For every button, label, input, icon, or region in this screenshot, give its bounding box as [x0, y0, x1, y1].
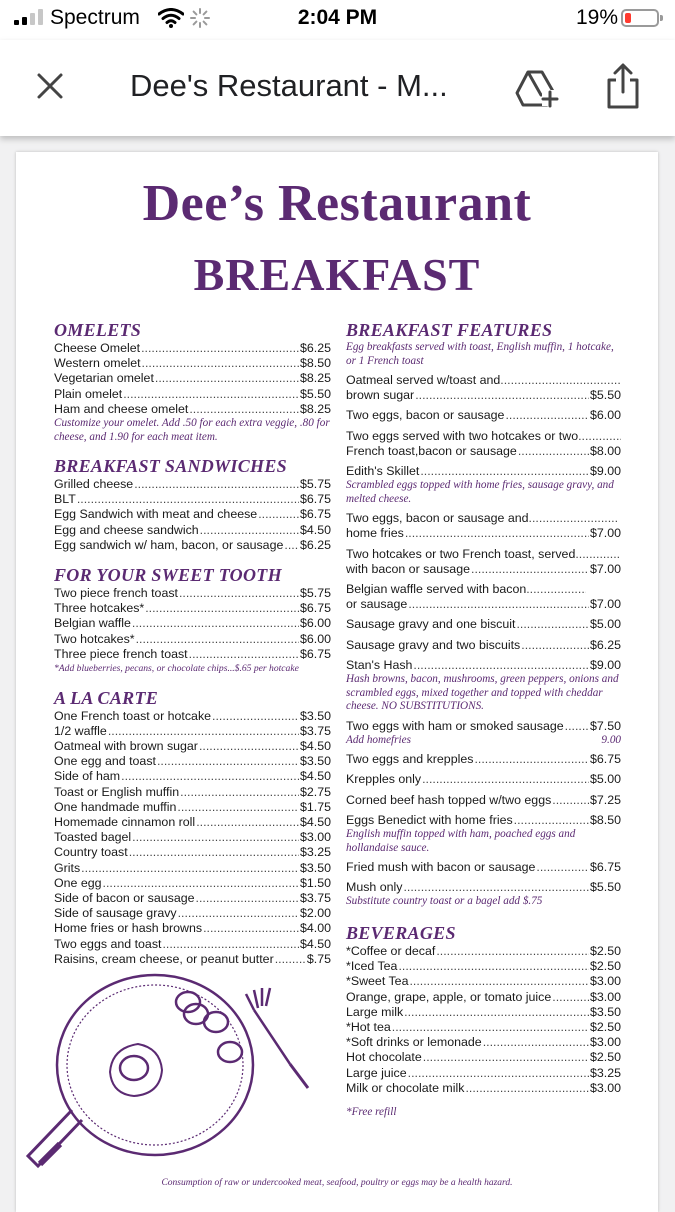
menu-item: Sausage gravy and two biscuits ..... $6.25: [346, 638, 621, 653]
beverages-list: [346, 944, 621, 1096]
item-name: Plain omelet: [54, 386, 123, 401]
item-price: $8.25: [299, 371, 331, 386]
menu-item: Fried mush with bacon or sausage ..... $6.75: [346, 860, 621, 875]
item-name: Western omelet: [54, 356, 141, 371]
battery-percent: 19%: [576, 6, 619, 29]
menu-item: [54, 906, 331, 921]
menu-item: [54, 861, 331, 876]
item-name: Grits: [54, 860, 81, 875]
item-price: $2.75: [299, 784, 331, 799]
menu-item: [54, 586, 331, 601]
item-name: Milk or chocolate milk: [346, 1080, 465, 1095]
menu-item: [54, 876, 331, 891]
item-price: $2.00: [299, 906, 331, 921]
item-name: Hot chocolate: [346, 1050, 422, 1065]
item-name: Orange, grape, apple, or tomato juice: [346, 989, 552, 1004]
menu-item: [54, 341, 331, 356]
item-price: $4.50: [299, 738, 331, 753]
item-name: *Sweet Tea: [346, 974, 409, 989]
menu-item: Two hotcakes or two French toast, served ..... with bacon or sausage ..... $7.00: [346, 547, 621, 577]
menu-item: [54, 523, 331, 538]
item-price: $3.50: [299, 708, 331, 723]
menu-title: BREAKFAST: [193, 249, 481, 300]
menu-item: Corned beef hash topped w/two eggs ..... $7.25: [346, 793, 621, 808]
item-price: $6.00: [299, 616, 331, 631]
item-price: $3.50: [299, 754, 331, 769]
item-name: Two eggs and toast: [54, 936, 162, 951]
item-price: $3.00: [589, 974, 621, 989]
item-price: $8.25: [299, 401, 331, 416]
menu-item: [346, 1005, 621, 1020]
item-name: Raisins, cream cheese, or peanut butter: [54, 951, 274, 966]
item-name: Three hotcakes*: [54, 601, 145, 616]
item-name: Vegetarian omelet: [54, 371, 154, 386]
omelets-list: [54, 341, 331, 417]
item-price: $3.00: [299, 830, 331, 845]
item-price: $4.50: [299, 769, 331, 784]
skillet-illustration: [20, 970, 330, 1180]
item-price: $6.25: [299, 537, 331, 552]
item-price: $6.75: [299, 492, 331, 507]
menu-item: [54, 356, 331, 371]
menu-item: [54, 845, 331, 860]
menu-item: [54, 754, 331, 769]
menu-item: [346, 1050, 621, 1065]
item-price: $2.50: [589, 943, 621, 958]
item-price: $2.50: [589, 1050, 621, 1065]
menu-item: [54, 371, 331, 386]
item-name: Two hotcakes*: [54, 631, 135, 646]
menu-item: [54, 800, 331, 815]
item-price: $3.25: [589, 1065, 621, 1080]
section-heading-sandwiches: BREAKFAST SANDWICHES: [54, 456, 287, 477]
item-note: Scrambled eggs topped with home fries, sausage gravy, and melted cheese.: [346, 479, 614, 505]
item-price: $6.75: [299, 601, 331, 616]
menu-item: [54, 601, 331, 616]
menu-item: [54, 632, 331, 647]
add-to-drive-icon[interactable]: [514, 66, 560, 108]
section-heading-sweet-tooth: FOR YOUR SWEET TOOTH: [54, 565, 282, 586]
item-name: Side of sausage gravy: [54, 906, 177, 921]
menu-item: Two eggs with ham or smoked sausage ..... $7.50: [346, 719, 621, 734]
item-name: Grilled cheese: [54, 477, 134, 492]
menu-item: Eggs Benedict with home fries ..... $8.50: [346, 813, 621, 828]
item-price: $3.50: [299, 860, 331, 875]
menu-item: Krepples only ..... $5.00: [346, 772, 621, 787]
item-name: Two piece french toast: [54, 586, 178, 601]
features-intro: Egg breakfasts served with toast, English muffin, 1 hotcake, or 1 French toast: [346, 341, 614, 367]
menu-item: [54, 616, 331, 631]
item-name: Country toast: [54, 845, 128, 860]
item-name: One egg: [54, 875, 102, 890]
menu-item: Belgian waffle served with bacon ..... or sausage ..... $7.00: [346, 582, 621, 612]
menu-item: [54, 538, 331, 553]
item-price: $4.00: [299, 921, 331, 936]
menu-item: [54, 891, 331, 906]
item-price: $4.50: [299, 936, 331, 951]
menu-item: [346, 974, 621, 989]
item-price: $3.50: [589, 1004, 621, 1019]
item-price: $3.25: [299, 845, 331, 860]
item-price: $.75: [306, 951, 331, 966]
menu-item: [54, 739, 331, 754]
item-price: $6.75: [299, 646, 331, 661]
item-price: $3.00: [589, 989, 621, 1004]
item-name: Belgian waffle: [54, 616, 131, 631]
menu-item: [346, 1035, 621, 1050]
item-note: Substitute country toast or a bagel add $.75: [346, 895, 543, 908]
menu-item: [54, 769, 331, 784]
status-bar: [0, 0, 675, 40]
menu-left-column: [54, 320, 331, 967]
menu-item: [54, 815, 331, 830]
menu-item: [54, 387, 331, 402]
item-name: Egg and cheese sandwich: [54, 522, 199, 537]
item-price: $5.75: [299, 586, 331, 601]
item-name: Homemade cinnamon roll: [54, 814, 196, 829]
menu-item: [346, 990, 621, 1005]
battery-icon: [621, 9, 659, 27]
menu-item: [54, 921, 331, 936]
omelets-note: Customize your omelet. Add .50 for each extra veggie, .80 for cheese, and 1.90 for each meat item.: [54, 417, 330, 443]
sandwiches-list: [54, 477, 331, 553]
item-name: *Soft drinks or lemonade: [346, 1035, 482, 1050]
menu-item: [346, 959, 621, 974]
item-price: $1.50: [299, 875, 331, 890]
item-name: One French toast or hotcake: [54, 708, 212, 723]
item-name: Cheese Omelet: [54, 341, 141, 355]
item-name: Large juice: [346, 1065, 407, 1080]
clock: 2:04 PM: [297, 6, 378, 29]
viewer-toolbar: [0, 40, 675, 136]
item-price: $2.50: [589, 1019, 621, 1034]
item-name: *Iced Tea: [346, 959, 398, 974]
menu-item: [54, 492, 331, 507]
item-name: Toasted bagel: [54, 830, 132, 845]
item-price: $3.75: [299, 723, 331, 738]
item-price: $6.00: [299, 631, 331, 646]
item-price: $4.50: [299, 814, 331, 829]
item-note: English muffin topped with ham, poached eggs and hollandaise sauce.: [346, 828, 576, 854]
menu-item: [346, 1020, 621, 1035]
menu-item: [54, 709, 331, 724]
item-price: $3.00: [589, 1080, 621, 1095]
item-price: $5.50: [299, 386, 331, 401]
share-icon[interactable]: [603, 62, 643, 110]
health-warning: Consumption of raw or undercooked meat, seafood, poultry or eggs may be a health hazard.: [161, 1178, 513, 1188]
section-heading-a-la-carte: A LA CARTE: [54, 687, 159, 708]
item-price: $6.25: [299, 341, 331, 355]
item-note: Add homefries 9.00: [346, 733, 621, 746]
item-name: One egg and toast: [54, 754, 156, 769]
item-price: $8.50: [299, 356, 331, 371]
item-name: *Coffee or decaf: [346, 943, 436, 958]
sweet-tooth-note: *Add blueberries, pecans, or chocolate chips...$.65 per hotcake: [54, 663, 299, 675]
menu-item: [346, 1081, 621, 1096]
menu-item: [54, 785, 331, 800]
section-heading-beverages: BEVERAGES: [346, 922, 456, 943]
menu-item: Two eggs and krepples ..... $6.75: [346, 752, 621, 767]
menu-item: Edith's Skillet ..... $9.00: [346, 464, 621, 479]
item-name: Oatmeal with brown sugar: [54, 738, 198, 753]
menu-item: [54, 952, 331, 967]
item-name: Side of ham: [54, 769, 121, 784]
item-name: Toast or English muffin: [54, 784, 180, 799]
item-price: $1.75: [299, 799, 331, 814]
item-name: *Hot tea: [346, 1019, 391, 1034]
menu-item: [54, 402, 331, 417]
item-name: Egg Sandwich with meat and cheese: [54, 507, 258, 522]
a-la-carte-list: [54, 709, 331, 967]
item-name: Side of bacon or sausage: [54, 890, 195, 905]
item-price: $2.50: [589, 959, 621, 974]
menu-item: Two eggs, bacon or sausage and ..... home fries ..... $7.00: [346, 511, 621, 541]
item-price: $3.00: [589, 1035, 621, 1050]
menu-item: [54, 647, 331, 662]
menu-item: [346, 1066, 621, 1081]
sweet-tooth-list: [54, 586, 331, 662]
menu-item: Sausage gravy and one biscuit ..... $5.00: [346, 617, 621, 632]
item-name: Home fries or hash browns: [54, 921, 203, 936]
menu-item: Two eggs, bacon or sausage ..... $6.00: [346, 408, 621, 423]
menu-item: Oatmeal served w/toast and ..... brown sugar ..... $5.50: [346, 373, 621, 403]
item-name: Large milk: [346, 1004, 404, 1019]
menu-item: [54, 724, 331, 739]
restaurant-name: Dee’s Restaurant: [142, 175, 532, 232]
item-name: 1/2 waffle: [54, 723, 107, 738]
item-note: Hash browns, bacon, mushrooms, green peppers, onions and scrambled eggs, mixed together and topped with cheddar cheese. NO SUBSTITUTIONS.: [346, 673, 619, 713]
item-price: $5.75: [299, 477, 331, 492]
item-name: Ham and cheese omelet: [54, 401, 189, 416]
document-title: Dee's Restaurant - M...: [130, 68, 448, 103]
beverages-note: *Free refill: [346, 1106, 397, 1118]
item-name: Egg sandwich w/ ham, bacon, or sausage: [54, 537, 284, 552]
section-heading-breakfast-features: BREAKFAST FEATURES: [346, 320, 553, 340]
item-price: $6.75: [299, 507, 331, 522]
item-name: BLT: [54, 492, 76, 507]
document-page[interactable]: [16, 152, 658, 1212]
item-price: $4.50: [299, 522, 331, 537]
menu-item: [54, 477, 331, 492]
menu-item: [346, 944, 621, 959]
carrier-name: Spectrum: [50, 6, 140, 29]
item-name: Three piece french toast: [54, 646, 188, 661]
menu-item: Mush only ..... $5.50: [346, 880, 621, 895]
section-heading-omelets: OMELETS: [54, 320, 142, 340]
menu-item: [54, 830, 331, 845]
menu-right-column: [346, 320, 621, 1120]
item-price: $3.75: [299, 890, 331, 905]
item-name: One handmade muffin: [54, 799, 177, 814]
menu-item: Two eggs served with two hotcakes or two ..... French toast,bacon or sausage ..... $8.00: [346, 429, 621, 459]
close-icon[interactable]: [30, 66, 70, 106]
menu-item: [54, 507, 331, 522]
menu-item: [54, 937, 331, 952]
menu-item: Stan's Hash ..... $9.00: [346, 658, 621, 673]
